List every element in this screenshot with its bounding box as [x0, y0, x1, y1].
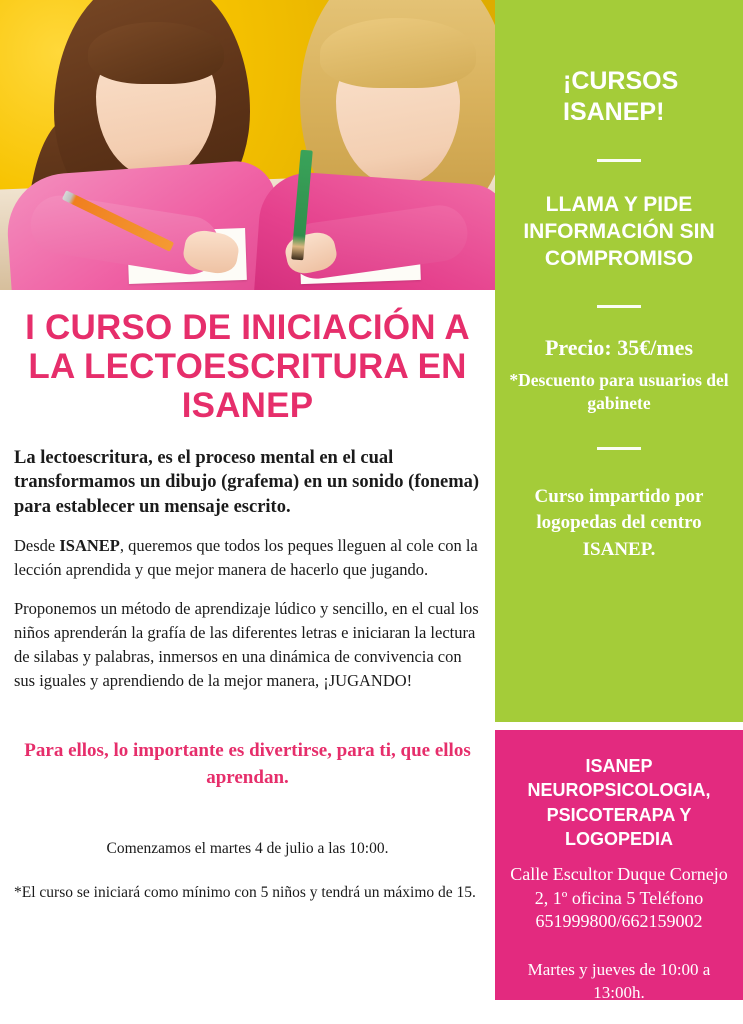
right-green-panel [495, 0, 743, 722]
company-name: ISANEP NEUROPSICOLOGIA, PSICOTERAPA Y LOGOPEDIA [527, 756, 711, 849]
lead-paragraph: La lectoescritura, es el proceso mental en el cual transformamos un dibujo (grafema) en un sonido (fonema) para establecer un mensaje escrito. [14, 447, 480, 517]
paragraph-1 [14, 534, 481, 582]
divider-3 [597, 447, 641, 450]
page-title: I CURSO DE INICIACIÓN A LA LECTOESCRITURA EN ISANEP [25, 308, 470, 426]
paragraph-1-brand: ISANEP [59, 536, 120, 556]
divider-1 [597, 159, 641, 162]
highlight-message: Para ellos, lo importante es divertirse, para ti, que ellos aprendan. [24, 739, 471, 789]
opening-hours: Martes y jueves de 10:00 a 13:00h. [527, 960, 711, 1003]
left-child-fringe [88, 22, 224, 84]
start-date-note: Comenzamos el martes 4 de julio a las 10:00. [106, 839, 389, 857]
contact-address: Calle Escultor Duque Cornejo 2, 1º oficina 5 Teléfono 651999800/662159002 [510, 864, 728, 931]
header-photo [0, 0, 495, 290]
minimum-group-note: *El curso se iniciará como mínimo con 5 niños y tendrá un máximo de 15. [14, 883, 476, 901]
paragraph-2: Proponemos un método de aprendizaje lúdico y sencillo, en el cual los niños aprenderán la grafía de las diferentes letras e iniciaran la lectura de silabas y palabras, inmersos en una dinámica de convivencia con sus iguales y aprendiendo de la mejor manera, ¡JUGANDO! [14, 599, 479, 690]
teacher-note: Curso impartido por logopedas del centro ISANEP. [534, 485, 704, 560]
discount-note: *Descuento para usuarios del gabinete [509, 370, 729, 413]
courses-heading: ¡CURSOS ISANEP! [563, 67, 679, 126]
divider-2 [597, 305, 641, 308]
left-content [0, 290, 495, 902]
right-child-fringe [320, 18, 476, 88]
call-to-action: LLAMA Y PIDE INFORMACIÓN SIN COMPROMISO [523, 193, 715, 270]
paragraph-1-post: , queremos que todos los peques lleguen al cole con la lección aprendida y que mejor manera de hacerlo que jugando. [14, 536, 478, 580]
price-label: Precio: 35€/mes [544, 334, 694, 360]
right-pink-panel [495, 730, 743, 1003]
paragraph-1-pre: Desde [14, 536, 60, 556]
